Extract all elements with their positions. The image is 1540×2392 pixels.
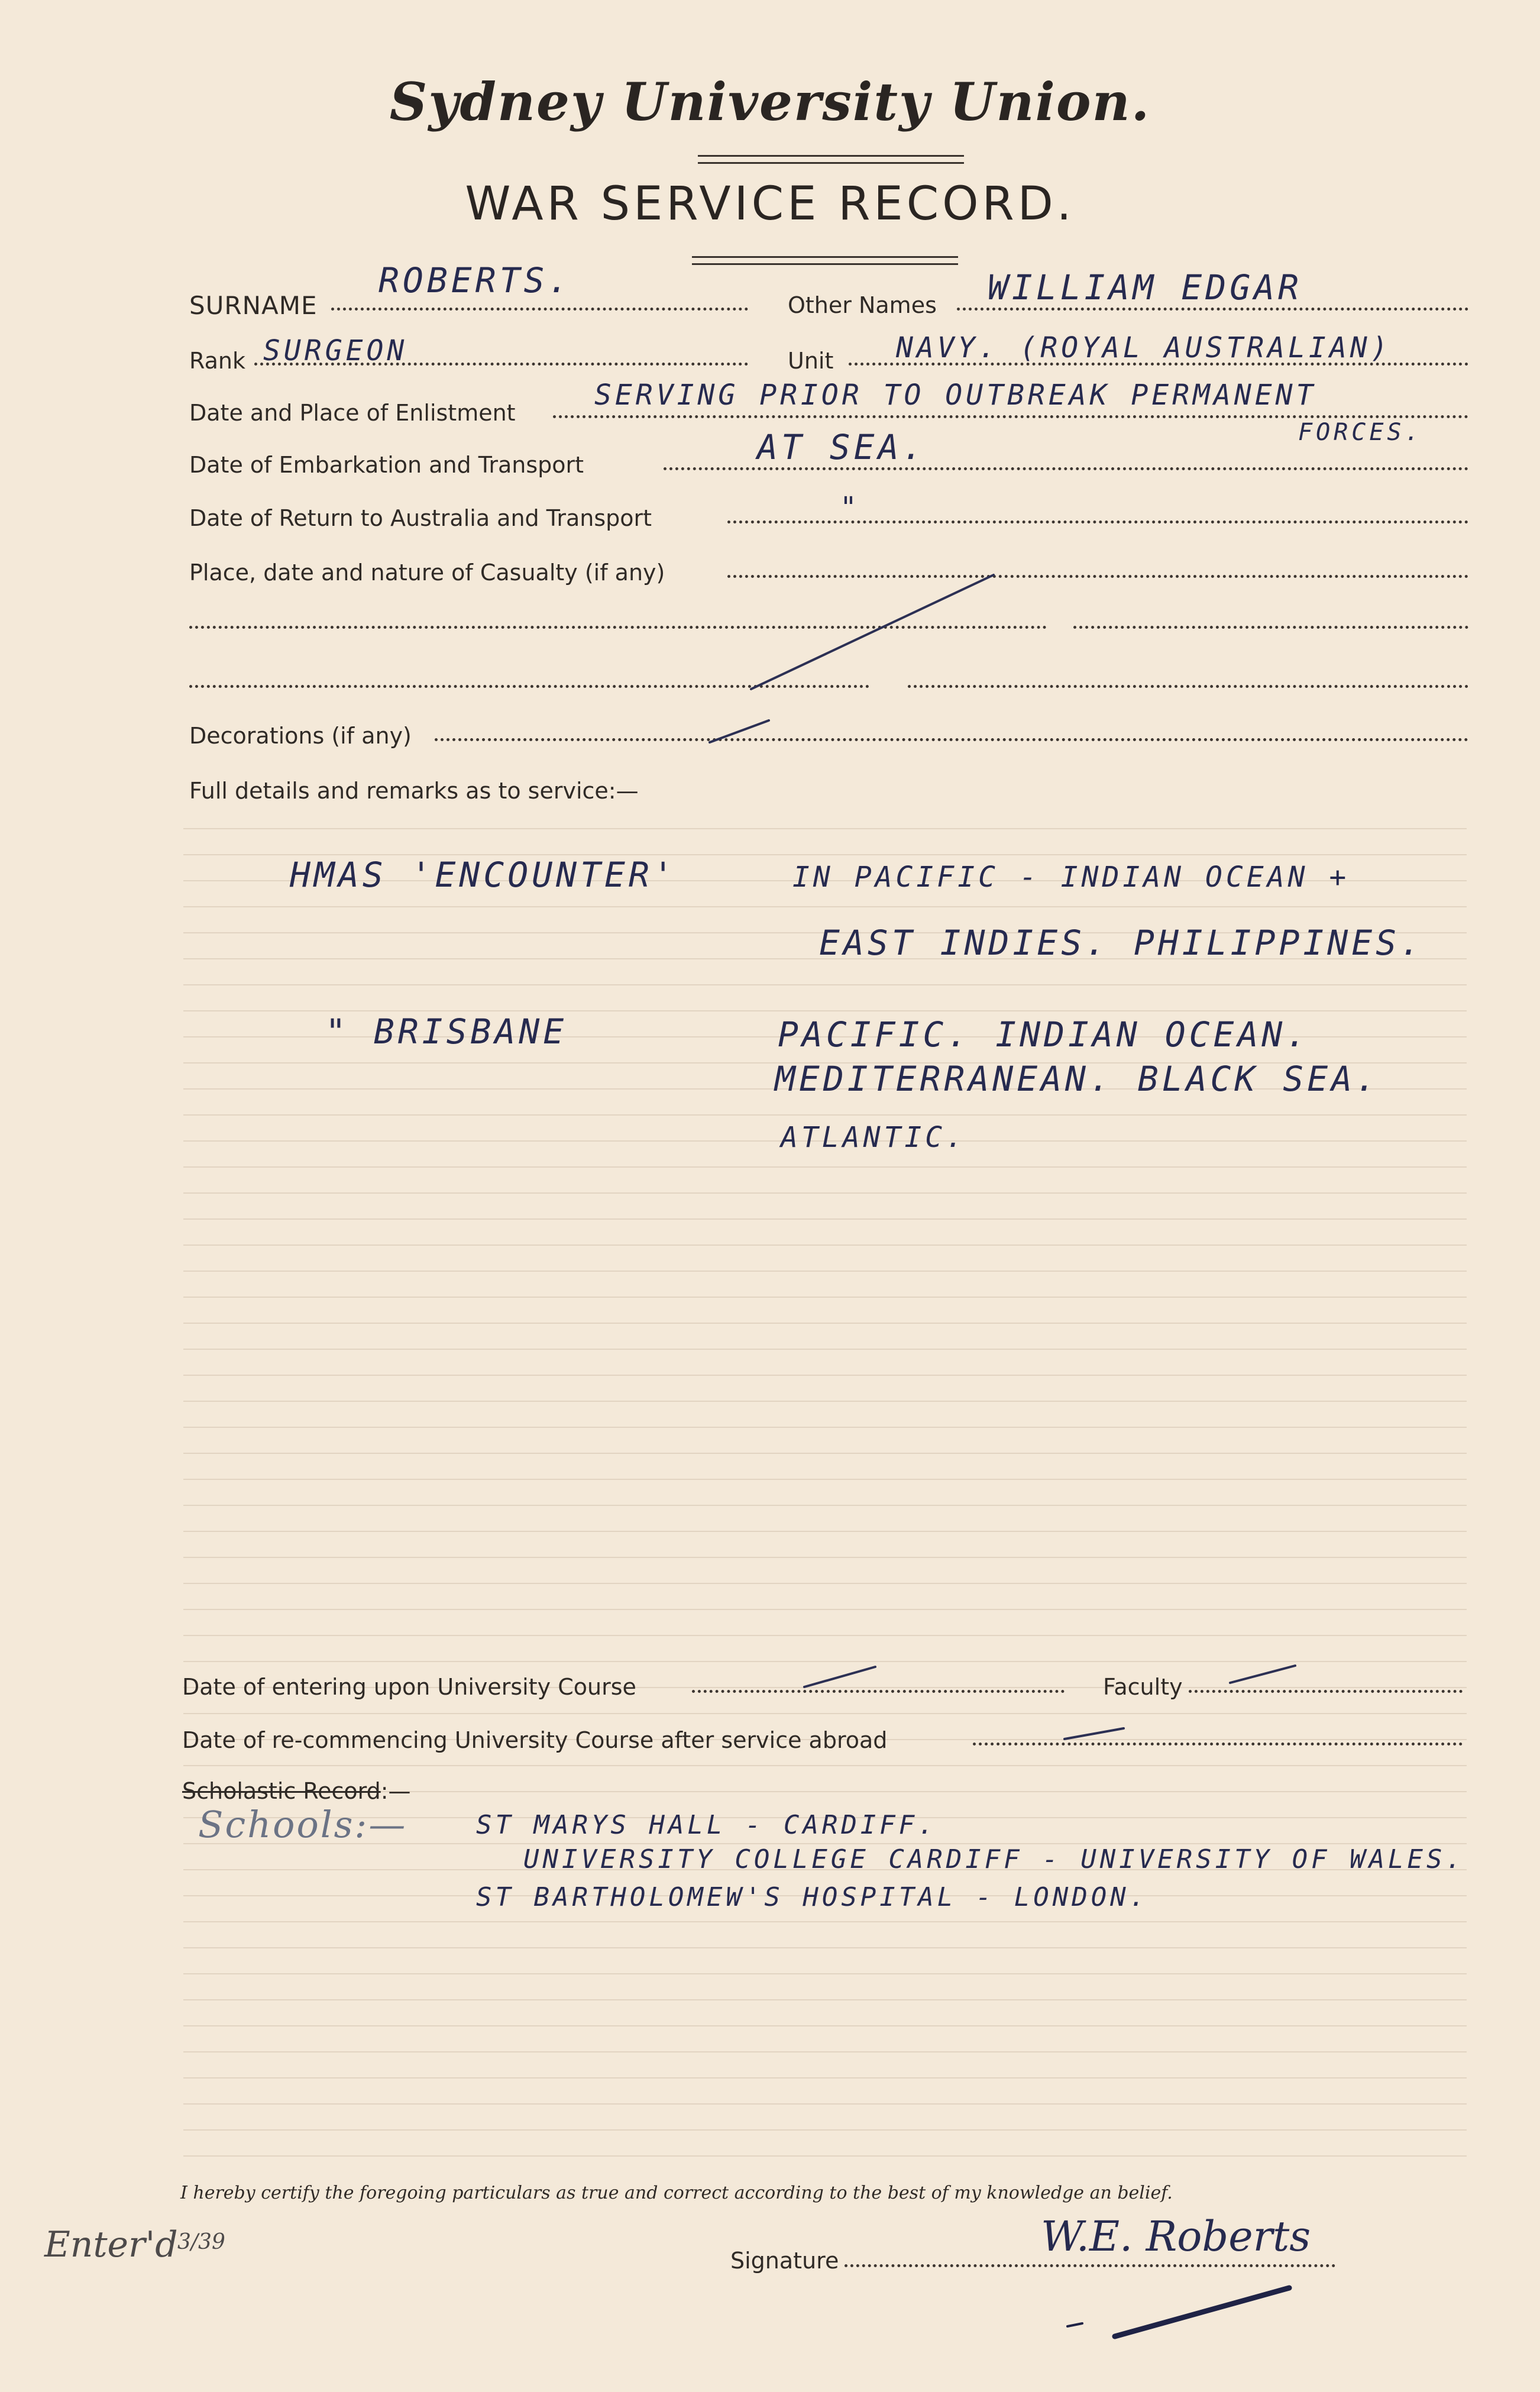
scholastic-record-text: Scholastic Record <box>182 1778 381 1804</box>
recommencing-label: Date of re-commencing University Course after service abroad <box>182 1727 888 1753</box>
school-2: UNIVERSITY COLLEGE CARDIFF - UNIVERSITY OF WALES. <box>523 1844 1465 1874</box>
casualty-nil-stroke <box>751 575 994 689</box>
signature-underline-stroke <box>1115 2288 1289 2336</box>
annotation-initials: Enter'd <box>44 2224 178 2265</box>
service-details-label: Full details and remarks as to service:— <box>189 778 639 804</box>
service-entry-1-ship: HMAS 'ENCOUNTER' <box>290 855 677 895</box>
school-3: ST BARTHOLOMEW'S HOSPITAL - LONDON. <box>476 1882 1149 1912</box>
enlistment-value-line1: SERVING PRIOR TO OUTBREAK PERMANENT <box>594 379 1317 412</box>
enlistment-label: Date and Place of Enlistment <box>189 400 516 426</box>
surname-value: ROBERTS. <box>378 260 572 300</box>
return-label: Date of Return to Australia and Transport <box>189 505 652 531</box>
decorations-nil-stroke <box>710 720 769 742</box>
enlistment-value-line2: FORCES. <box>1298 419 1423 446</box>
surname-label: SURNAME <box>189 291 318 320</box>
recommencing-nil-stroke <box>1065 1728 1124 1739</box>
service-entry-1-line1: IN PACIFIC - INDIAN OCEAN + <box>792 861 1350 894</box>
service-entry-2-line3: ATLANTIC. <box>781 1121 967 1154</box>
other-names-label: Other Names <box>788 292 937 318</box>
service-entry-2-line2: MEDITERRANEAN. BLACK SEA. <box>775 1059 1380 1099</box>
form-title: WAR SERVICE RECORD. <box>465 177 1075 231</box>
organisation-name: Sydney University Union. <box>389 71 1151 132</box>
embarkation-value: AT SEA. <box>757 427 927 467</box>
decorations-label: Decorations (if any) <box>189 723 412 749</box>
casualty-label: Place, date and nature of Casualty (if any) <box>189 560 665 586</box>
service-entry-1-line2: EAST INDIES. PHILIPPINES. <box>819 923 1424 963</box>
service-entry-2-ship: " BRISBANE <box>325 1011 568 1052</box>
rank-value: SURGEON <box>263 334 408 367</box>
school-1: ST MARYS HALL - CARDIFF. <box>476 1810 937 1840</box>
unit-label: Unit <box>788 348 834 374</box>
rank-label: Rank <box>189 348 245 374</box>
other-names-value: WILLIAM EDGAR <box>988 267 1302 308</box>
entering-nil-stroke <box>804 1667 875 1687</box>
unit-value: NAVY. (ROYAL AUSTRALIAN) <box>896 331 1392 364</box>
schools-label: Schools:— <box>198 1803 407 1846</box>
annotation-date: 3/39 <box>177 2230 225 2254</box>
return-value: " <box>840 491 860 524</box>
signature-label: Signature <box>730 2248 839 2274</box>
entering-course-label: Date of entering upon University Course <box>182 1674 636 1700</box>
certification-statement: I hereby certify the foregoing particulars as true and correct according to the best of my knowledge an belief. <box>180 2183 1173 2203</box>
faculty-label: Faculty <box>1103 1674 1183 1700</box>
signature-tick-stroke <box>1067 2323 1082 2326</box>
service-entry-2-line1: PACIFIC. INDIAN OCEAN. <box>778 1014 1311 1055</box>
signature-value: W.E. Roberts <box>1041 2212 1311 2261</box>
embarkation-label: Date of Embarkation and Transport <box>189 452 584 478</box>
faculty-nil-stroke <box>1230 1666 1295 1683</box>
scholastic-record-suffix: :— <box>380 1778 411 1804</box>
